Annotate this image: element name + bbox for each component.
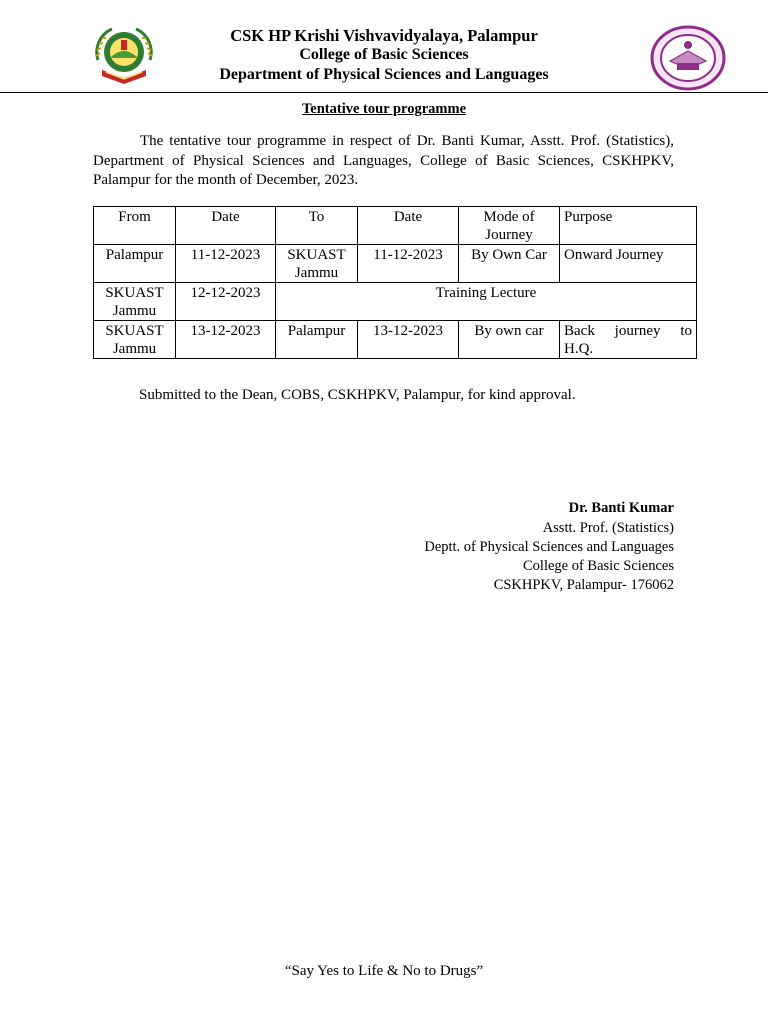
column-header-mode: Mode of Journey — [459, 207, 560, 245]
cell-from: SKUAST Jammu — [94, 283, 176, 321]
college-name: College of Basic Sciences — [299, 46, 469, 63]
cell-date-from: 12-12-2023 — [176, 283, 276, 321]
column-header-date-to: Date — [358, 207, 459, 245]
table-row — [94, 283, 697, 321]
cell-date-to: 13-12-2023 — [358, 321, 459, 359]
cell-activity: Training Lecture — [276, 283, 697, 321]
cell-date-from: 11-12-2023 — [176, 245, 276, 283]
document-subject: Tentative tour programme — [301, 101, 467, 117]
department-name: Department of Physical Sciences and Languages — [219, 66, 549, 83]
cell-to: Palampur — [276, 321, 358, 359]
footer-slogan: “Say Yes to Life & No to Drugs” — [284, 963, 484, 979]
table-header-row — [94, 207, 697, 245]
table-row — [94, 321, 697, 359]
signatory-designation: Asstt. Prof. (Statistics) — [542, 520, 674, 536]
cell-mode: By own car — [459, 321, 560, 359]
cell-from: Palampur — [94, 245, 176, 283]
university-name: CSK HP Krishi Vishvavidyalaya, Palampur — [230, 26, 538, 45]
column-header-date-from: Date — [176, 207, 276, 245]
intro-paragraph: The tentative tour programme in respect of Dr. Banti Kumar, Asstt. Prof. (Statistics), Department of Physical Sciences and Languages, College of Basic Sciences, CSKHPKV, Palampur for the month of December, 2023. — [93, 133, 674, 188]
column-header-purpose: Purpose — [560, 207, 697, 245]
cell-from: SKUAST Jammu — [94, 321, 176, 359]
cell-to: SKUAST Jammu — [276, 245, 358, 283]
column-header-from: From — [94, 207, 176, 245]
cell-purpose: Back journey to H.Q. — [560, 321, 697, 359]
column-header-to: To — [276, 207, 358, 245]
signatory-name: Dr. Banti Kumar — [568, 500, 674, 516]
cell-date-to: 11-12-2023 — [358, 245, 459, 283]
tour-programme-table — [93, 206, 697, 359]
cell-purpose: Onward Journey — [560, 245, 697, 283]
header-divider — [0, 92, 768, 93]
table-row — [94, 245, 697, 283]
submission-note: Submitted to the Dean, COBS, CSKHPKV, Palampur, for kind approval. — [139, 387, 576, 403]
signatory-department: Deptt. of Physical Sciences and Languages — [424, 539, 674, 555]
signatory-college: College of Basic Sciences — [523, 558, 674, 574]
cell-mode: By Own Car — [459, 245, 560, 283]
signatory-address: CSKHPKV, Palampur- 176062 — [493, 577, 674, 593]
cell-date-from: 13-12-2023 — [176, 321, 276, 359]
